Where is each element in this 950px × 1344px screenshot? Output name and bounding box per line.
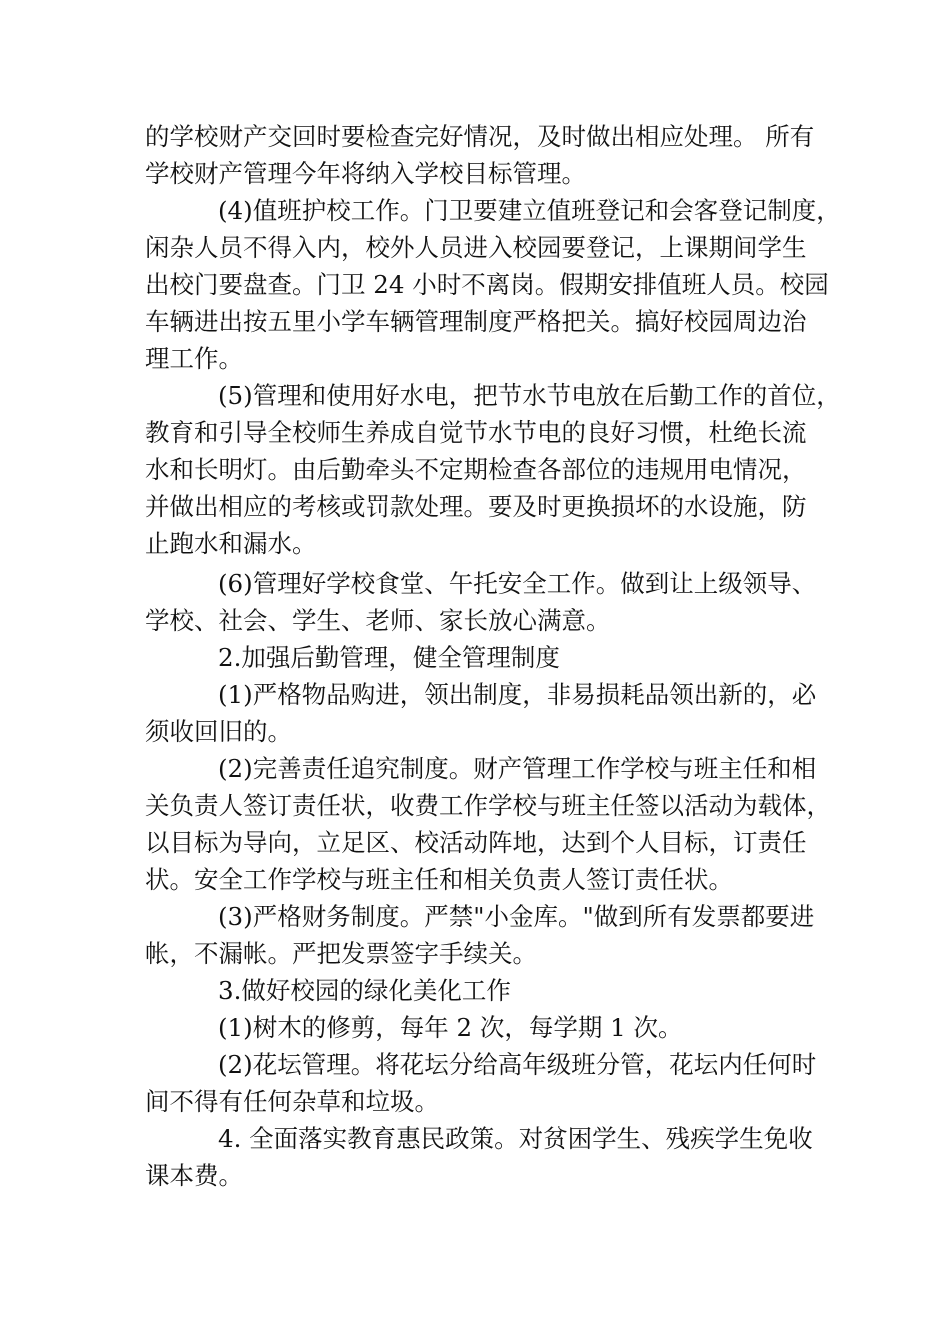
text-line: (1)树木的修剪，每年 2 次，每学期 1 次。: [218, 1013, 683, 1042]
text-line: 出校门要盘查。门卫 24 小时不离岗。假期安排值班人员。校园: [145, 270, 829, 299]
text-line: 间不得有任何杂草和垃圾。: [145, 1087, 439, 1116]
text-line: 车辆进出按五里小学车辆管理制度严格把关。搞好校园周边治: [145, 307, 807, 336]
text-line: (2)完善责任追究制度。财产管理工作学校与班主任和相: [218, 754, 817, 783]
text-line: 2.加强后勤管理，健全管理制度: [218, 643, 560, 672]
text-line: 以目标为导向，立足区、校活动阵地，达到个人目标，订责任: [145, 828, 807, 857]
text-line: 学校财产管理今年将纳入学校目标管理。: [145, 159, 586, 188]
text-line: 学校、社会、学生、老师、家长放心满意。: [145, 606, 611, 635]
text-line: 3.做好校园的绿化美化工作: [218, 976, 511, 1005]
text-line: 的学校财产交回时要检查完好情况，及时做出相应处理。 所有: [145, 122, 815, 151]
text-line: 帐，不漏帐。严把发票签字手续关。: [145, 939, 537, 968]
text-line: 止跑水和漏水。: [145, 529, 317, 558]
text-line: 闲杂人员不得入内，校外人员进入校园要登记，上课期间学生: [145, 233, 807, 262]
text-line: 教育和引导全校师生养成自觉节水节电的良好习惯，杜绝长流: [145, 418, 807, 447]
text-line: 状。安全工作学校与班主任和相关负责人签订责任状。: [145, 865, 733, 894]
text-line: 须收回旧的。: [145, 717, 292, 746]
text-line: (5)管理和使用好水电，把节水节电放在后勤工作的首位，: [218, 381, 841, 410]
text-line: (3)严格财务制度。严禁"小金库。"做到所有发票都要进: [218, 902, 815, 931]
text-line: (6)管理好学校食堂、午托安全工作。做到让上级领导、: [218, 569, 817, 598]
text-line: 课本费。: [145, 1161, 243, 1190]
text-line: (2)花坛管理。将花坛分给高年级班分管，花坛内任何时: [218, 1050, 817, 1079]
text-line: 并做出相应的考核或罚款处理。要及时更换损坏的水设施，防: [145, 492, 807, 521]
text-line: (4)值班护校工作。门卫要建立值班登记和会客登记制度，: [218, 196, 841, 225]
text-line: 4. 全面落实教育惠民政策。对贫困学生、残疾学生免收: [218, 1124, 813, 1153]
text-line: 关负责人签订责任状，收费工作学校与班主任签以活动为载体，: [145, 791, 831, 820]
text-line: 理工作。: [145, 344, 243, 373]
text-line: 水和长明灯。由后勤牵头不定期检查各部位的违规用电情况，: [145, 455, 807, 484]
text-line: (1)严格物品购进，领出制度，非易损耗品领出新的，必: [218, 680, 817, 709]
